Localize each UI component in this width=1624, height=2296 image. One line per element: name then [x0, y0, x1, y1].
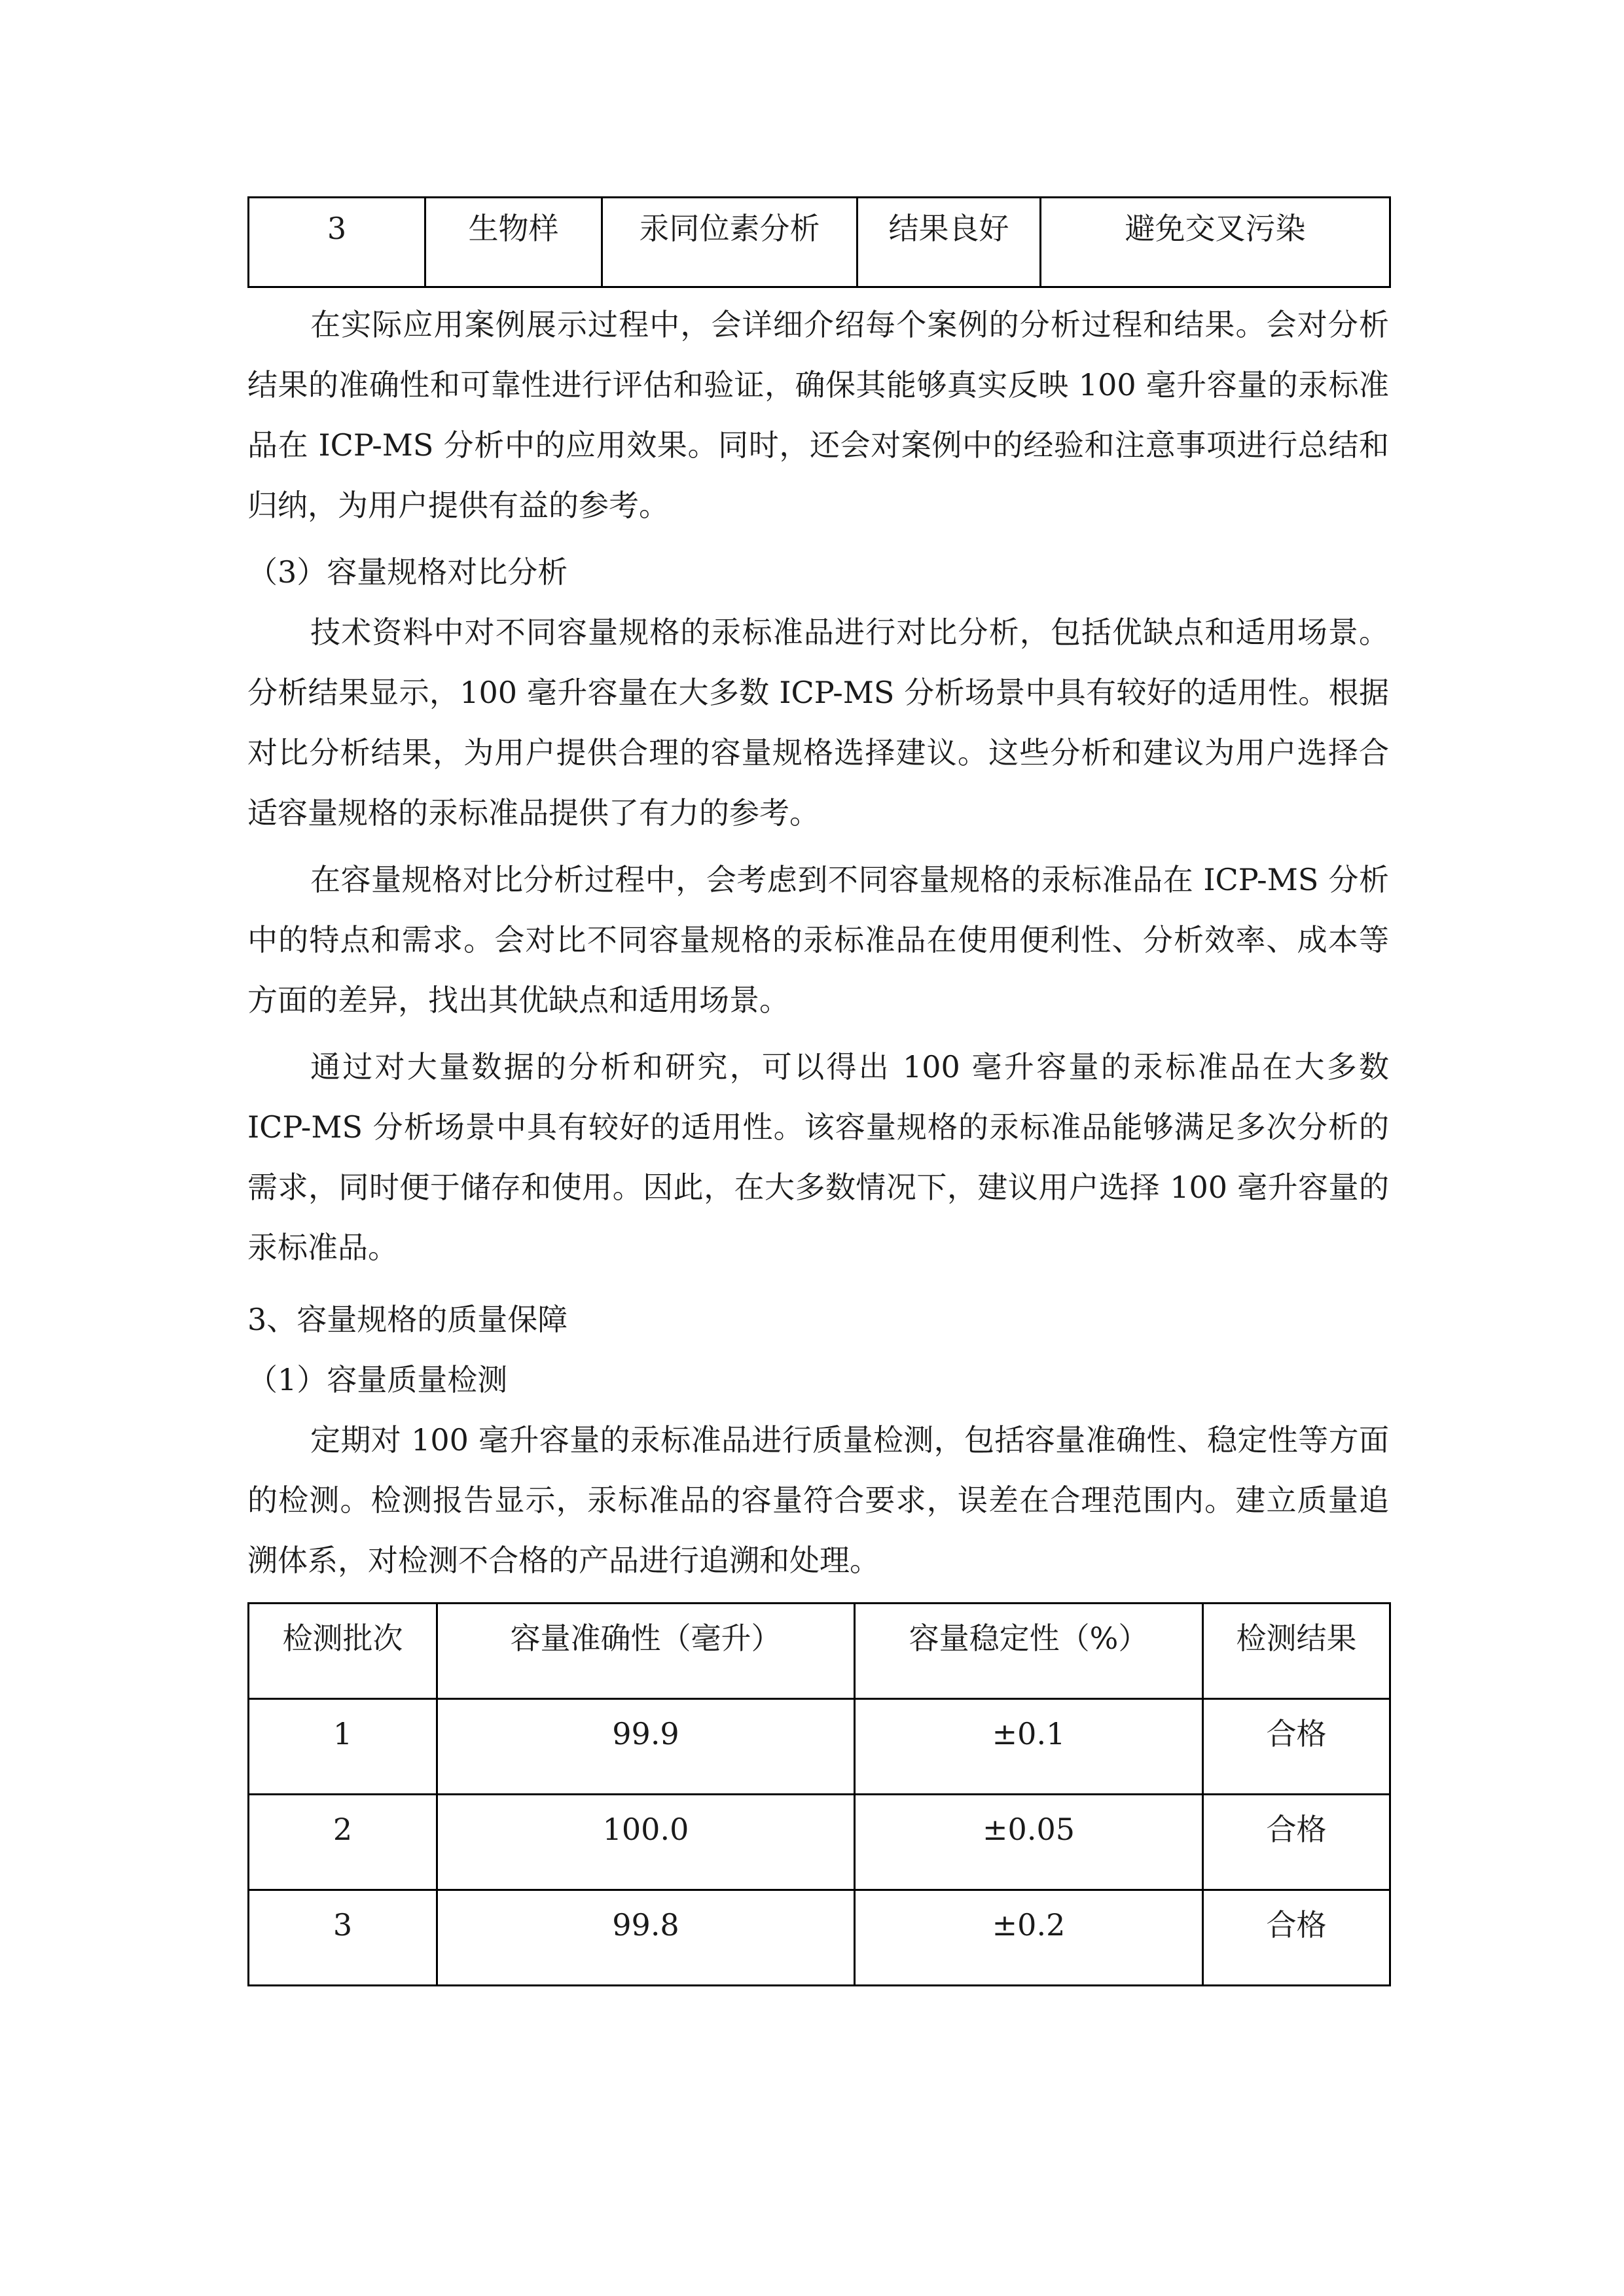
table-cell: 合格 — [1203, 1795, 1390, 1890]
paragraph: 在实际应用案例展示过程中，会详细介绍每个案例的分析过程和结果。会对分析结果的准确性和可靠性进行评估和验证，确保其能够真实反映 100 毫升容量的汞标准品在 ICP-MS 分析中的应用效果。同时，还会对案例中的经验和注意事项进行总结和归纳，为用户提供有益的参考。 — [247, 307, 1389, 523]
table-cell: 99.9 — [437, 1699, 855, 1795]
paragraph: 技术资料中对不同容量规格的汞标准品进行对比分析，包括优缺点和适用场景。分析结果显示，100 毫升容量在大多数 ICP-MS 分析场景中具有较好的适用性。根据对比分析结果，为用户提供合理的容量规格选择建议。这些分析和建议为用户选择合适容量规格的汞标准品提供了有力的参考。 — [247, 615, 1389, 831]
table-cell: 3 — [249, 198, 425, 287]
table-cell: 99.8 — [437, 1890, 855, 1986]
subsection-heading: （1）容量质量检测 — [247, 1362, 508, 1397]
table-row — [249, 1890, 1390, 1986]
paragraph: 在容量规格对比分析过程中，会考虑到不同容量规格的汞标准品在 ICP-MS 分析中的特点和需求。会对比不同容量规格的汞标准品在使用便利性、分析效率、成本等方面的差异，找出其优缺点和适用场景。 — [247, 862, 1389, 1018]
table-header-cell: 容量稳定性（%） — [855, 1604, 1203, 1699]
paragraph: 通过对大量数据的分析和研究，可以得出 100 毫升容量的汞标准品在大多数 ICP-MS 分析场景中具有较好的适用性。该容量规格的汞标准品能够满足多次分析的需求，同时便于储存和使用。因此，在大多数情况下，建议用户选择 100 毫升容量的汞标准品。 — [247, 1049, 1389, 1265]
table-row — [249, 198, 1390, 287]
table-cell: ±0.05 — [855, 1795, 1203, 1890]
paragraph: 定期对 100 毫升容量的汞标准品进行质量检测，包括容量准确性、稳定性等方面的检测。检测报告显示，汞标准品的容量符合要求，误差在合理范围内。建立质量追溯体系，对检测不合格的产品进行追溯和处理。 — [247, 1422, 1389, 1578]
table-cell: ±0.2 — [855, 1890, 1203, 1986]
section-heading: （3）容量规格对比分析 — [247, 554, 568, 590]
table-row — [249, 1795, 1390, 1890]
table-cell: 1 — [249, 1699, 437, 1795]
table-header-row — [249, 1604, 1390, 1699]
table-cell: 合格 — [1203, 1890, 1390, 1986]
document-page — [247, 196, 1389, 1986]
section-heading: 3、容量规格的质量保障 — [247, 1302, 568, 1337]
table-header-cell: 检测批次 — [249, 1604, 437, 1699]
quality-table — [247, 1602, 1391, 1986]
table-header-cell: 容量准确性（毫升） — [437, 1604, 855, 1699]
table-cell: 合格 — [1203, 1699, 1390, 1795]
table-cell: 汞同位素分析 — [602, 198, 857, 287]
table-cell: 3 — [249, 1890, 437, 1986]
table-cell: 结果良好 — [857, 198, 1041, 287]
table-cell: ±0.1 — [855, 1699, 1203, 1795]
case-table — [247, 196, 1391, 288]
table-cell: 避免交叉污染 — [1041, 198, 1390, 287]
table-header-cell: 检测结果 — [1203, 1604, 1390, 1699]
table-row — [249, 1699, 1390, 1795]
table-cell: 100.0 — [437, 1795, 855, 1890]
table-cell: 生物样 — [425, 198, 602, 287]
table-cell: 2 — [249, 1795, 437, 1890]
